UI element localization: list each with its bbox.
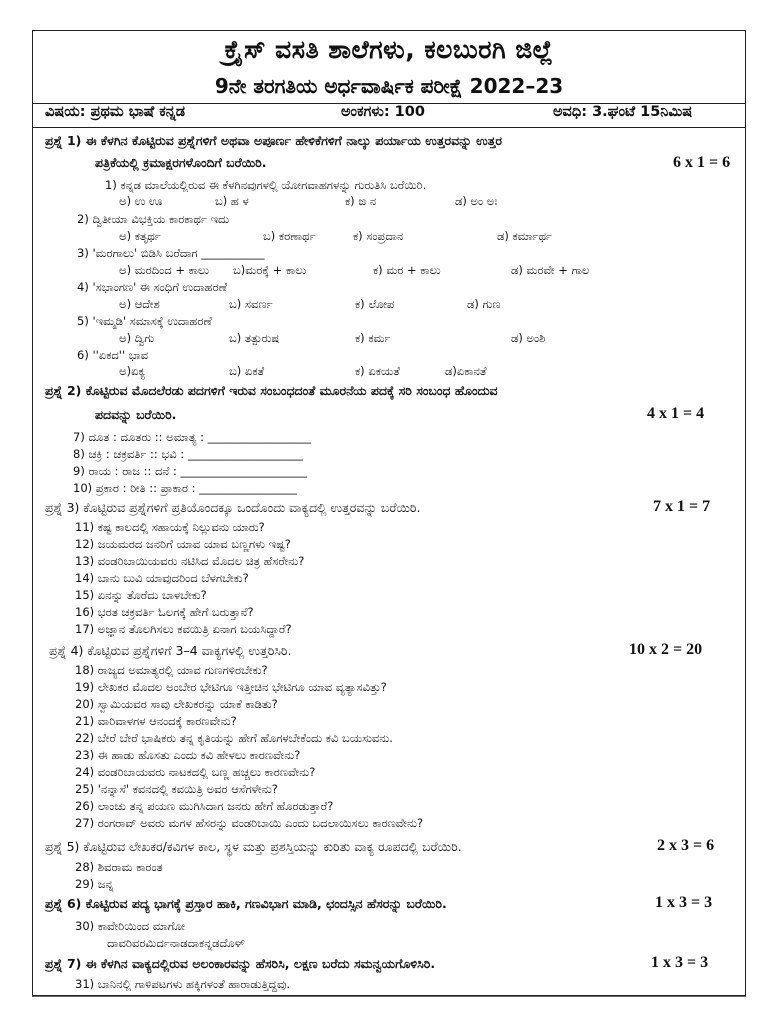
mcq-option: ಬ)ಮರಕ್ಕೆ + ಕಾಲು [233, 263, 307, 277]
short-answer-item: 14) ಬಾನು ಬುವಿ ಯಾವುದರಿಂದ ಬೆಳಗಬೇಕು? [75, 571, 249, 585]
author-item: 29) ಜನ್ನ [75, 877, 114, 891]
short-answer-item: 12) ಜಯಮರದ ಜನರಿಗೆ ಯಾವ ಯಾವ ಬಣ್ಣಗಳು ಇಷ್ಟ? [75, 537, 291, 551]
mcq-option: ಡ) ಮರವೇ + ಗಾಲ [511, 263, 590, 277]
mcq-option: ಡ) ಅಂಶಿ [511, 331, 546, 345]
mcq-option: ಬ) ಏಕತೆ [229, 364, 265, 378]
long-answer-item: 27) ರಂಗರಾವ್ ಅವರು ಮಗಳ ಹೆಸರನ್ನು ವಂಡರಿಬಾಯಿ ಎಂದು ಬದಲಾಯಿಸಲು ಕಾರಣವೇನು? [75, 816, 424, 830]
mcq-option: ಬ) ಹ ಳ [215, 194, 249, 208]
mcq-option: ಅ)ಏಕ್ಯ [119, 364, 146, 378]
poem-line: ದಾವರಿವರಮಿರ್ದನಾಡದಾಕನ್ನಡದೊಳ್ [107, 936, 245, 950]
exam-sheet [32, 30, 746, 996]
mcq-question: 6) ''ಏಕದ'' ಭಾವ [77, 348, 149, 362]
duration-label: ಅವಧಿ: 3.ಘಂಟೆ 15ನಿಮಿಷ [553, 104, 693, 120]
question-2-heading-cont: ಪದವನ್ನು ಬರೆಯಿರಿ. [95, 407, 177, 422]
question-4-marks: 10 x 2 = 20 [629, 641, 703, 658]
question-6-heading: ಪ್ರಶ್ನೆ 6) ಕೊಟ್ಟಿರುವ ಪದ್ಯ ಭಾಗಕ್ಕೆ ಪ್ರಸ್ತಾರ ಹಾಕಿ, ಗಣವಿಭಾಗ ಮಾಡಿ, ಛಂದಸ್ಸಿನ ಹೆಸರನ್ನು ಬರೆಯಿರಿ. [45, 896, 447, 911]
mcq-question: 5) 'ಇಮ್ಮಡಿ' ಸಮಾಸಕ್ಕೆ ಉದಾಹರಣೆ [77, 314, 212, 328]
question-2-marks: 4 x 1 = 4 [647, 405, 705, 422]
long-answer-item: 26) ಲಾಂಚು ತನ್ನ ಪಯಣ ಮುಗಿಸಿದಾಗ ಜನರು ಹೇಗೆ ಹೊರಡುತ್ತಾರೆ? [75, 799, 334, 813]
question-3-heading: ಪ್ರಶ್ನೆ 3) ಕೊಟ್ಟಿರುವ ಪ್ರಶ್ನೆಗಳಿಗೆ ಪ್ರತಿಯೊಂದಕ್ಕೂ ಒಂದೊಂದು ವಾಕ್ಯದಲ್ಲಿ ಉತ್ತರವನ್ನು ಬರೆಯಿರಿ. [45, 500, 421, 515]
long-answer-item: 19) ಲೇಖಕರ ಮೊದಲ ಅಂಬೇರ ಭೇಟಿಗೂ ಇತ್ತೀಚಿನ ಭೇಟಿಗೂ ಯಾವ ವ್ಯತ್ಯಾಸವಿತ್ತು? [75, 680, 387, 694]
analogy-item: 7) ದೂತ : ದೂತರು :: ಅಮಾತ್ಯ : __________________ [73, 430, 312, 444]
school-title: ಕ್ರೈಸ್ ವಸತಿ ಶಾಲೆಗಳು, ಕಲಬುರಗಿ ಜಿಲ್ಲೆ [224, 35, 554, 64]
mcq-question: 1) ಕನ್ನಡ ಮಾಲೆಯಲ್ಲಿರುವ ಈ ಕೆಳಗಿನವುಗಳಲ್ಲಿ ಯೋಗವಾಹಗಳನ್ನು ಗುರುತಿಸಿ ಬರೆಯಿರಿ. [105, 178, 427, 192]
short-answer-item: 16) ಭರತ ಚಕ್ರವರ್ತಿ ಓಲಗಕ್ಕೆ ಹೇಗೆ ಬರುತ್ತಾನೆ? [75, 605, 254, 619]
mcq-option: ಡ) ಕರ್ಮಾರ್ಥ [497, 229, 552, 243]
question-5-heading: ಪ್ರಶ್ನೆ 5) ಕೊಟ್ಟಿರುವ ಲೇಖಕರ/ಕವಿಗಳ ಕಾಲ, ಸ್ಥಳ ಮತ್ತು ಪ್ರಶಸ್ತಿಯನ್ನು ಕುರಿತು ವಾಕ್ಯ ರೂಪದಲ್ಲಿ ಬರೆಯಿರಿ. [45, 839, 462, 854]
mcq-option: ಡ) ಗುಣ [467, 297, 501, 311]
question-7-heading: ಪ್ರಶ್ನೆ 7) ಈ ಕೆಳಗಿನ ವಾಕ್ಯದಲ್ಲಿರುವ ಅಲಂಕಾರವನ್ನು ಹೆಸರಿಸಿ, ಲಕ್ಷಣ ಬರೆದು ಸಮನ್ವಯಗೊಳಿಸಿರಿ. [45, 956, 436, 971]
question-1-heading-cont: ಪತ್ರಿಕೆಯಲ್ಲಿ ಕ್ರಮಾಕ್ಷರಗಳೊಂದಿಗೆ ಬರೆಯಿರಿ. [95, 155, 267, 170]
short-answer-item: 15) ಏನನ್ನು ತೊರೆದು ಬಾಳಬೇಕು? [75, 588, 207, 602]
exam-title: 9ನೇ ತರಗತಿಯ ಅರ್ಧವಾರ್ಷಿಕ ಪರೀಕ್ಷೆ 2022–23 [214, 74, 564, 98]
question-7-marks: 1 x 3 = 3 [651, 954, 709, 971]
exam-meta-row [33, 104, 745, 126]
mcq-option: ಕ) ಕರ್ಮ [355, 331, 391, 345]
question-3-marks: 7 x 1 = 7 [653, 498, 711, 515]
short-answer-item: 11) ಕಷ್ಟ ಕಾಲದಲ್ಲಿ ಸಹಾಯಕ್ಕೆ ನಿಲ್ಲುವನು ಯಾರು? [75, 520, 265, 534]
mcq-option: ಕ) ಮರ + ಕಾಲು [373, 263, 441, 277]
mcq-option: ಡ)ಏಕಾನತೆ [445, 364, 487, 378]
mcq-option: ಬ) ತತ್ಪುರುಷ [229, 331, 280, 345]
long-answer-item: 22) ಬೇರೆ ಬೇರೆ ಭಾಷಿಕರು ತನ್ನ ಕೃತಿಯನ್ನು ಹೇಗೆ ಹೊಗಳಬೇಕೆಂದು ಕವಿ ಬಯಸುವನು. [75, 731, 393, 745]
divider [33, 127, 745, 128]
mcq-question: 4) 'ಸಭಾಂಗಣ' ಈ ಸಂಧಿಗೆ ಉದಾಹರಣೆ [77, 280, 228, 294]
analogy-item: 9) ರಾಯ : ರಾಜ :: ದನೆ : ______________________ [73, 464, 308, 478]
analogy-item: 10) ಪ್ರಕಾರ : ರೀತಿ :: ಪ್ರಾಕಾರ : _________________ [73, 481, 297, 495]
total-marks-label: ಅಂಕಗಳು: 100 [341, 104, 425, 120]
question-1-heading: ಪ್ರಶ್ನೆ 1) ಈ ಕೆಳಗಿನ ಕೊಟ್ಟಿರುವ ಪ್ರಶ್ನೆಗಳಿಗೆ ಅಥವಾ ಅಪೂರ್ಣ ಹೇಳಿಕೆಗಳಿಗೆ ನಾಲ್ಕು ಪರ್ಯಾಯ ಉತ್ತರವನ್ನು ಉತ್ತರ [45, 133, 503, 148]
long-answer-item: 25) 'ನನ್ನಾಸೆ' ಕವನದಲ್ಲಿ ಕವಯಿತ್ರಿ ಅವರ ಆಸೆಗಳೇನು? [75, 782, 278, 796]
mcq-option: ಡ) ಅಂ ಅಃ [455, 194, 498, 208]
long-answer-item: 21) ವಾರಿವಾಳಗಳ ಆನಂದಕ್ಕೆ ಕಾರಣವೇನು? [75, 714, 237, 728]
page-bottom-rule [32, 996, 746, 997]
poem-line: 30) ಕಾವೇರಿಯಿಂದ ಮಾಗೋ [75, 919, 186, 933]
mcq-option: ಕ) ಲೋಪ [355, 297, 395, 311]
mcq-option: ಅ) ಕತೃರ್ಥ [119, 229, 161, 243]
short-answer-item: 13) ವಂಡರಿಬಾಯಿಯವರು ನಟಿಸಿದ ಮೊದಲ ಚಿತ್ರ ಹೆಸರೇನು? [75, 554, 305, 568]
question-4-heading: ಪ್ರಶ್ನೆ 4) ಕೊಟ್ಟಿರುವ ಪ್ರಶ್ನೆಗಳಿಗೆ 3–4 ವಾಕ್ಯಗಳಲ್ಲಿ ಉತ್ತರಿಸಿರಿ. [49, 643, 292, 658]
subject-label: ವಿಷಯ: ಪ್ರಥಮ ಭಾಷೆ ಕನ್ನಡ [45, 104, 186, 120]
mcq-option: ಅ) ಉ ಊ [119, 194, 163, 208]
mcq-option: ಬ) ಸವರ್ಣ [229, 297, 273, 311]
mcq-option: ಬ) ಕರಣಾರ್ಥ [263, 229, 316, 243]
figure-of-speech-item: 31) ಬಾನಿನಲ್ಲಿ ಗಾಳಿಪಟಗಳು ಹಕ್ಕಿಗಳಂತೆ ಹಾರಾಡುತ್ತಿದ್ದವು. [75, 977, 290, 991]
mcq-question: 2) ದ್ವಿತೀಯಾ ವಿಭಕ್ತಿಯ ಕಾರಕಾರ್ಥ ಇದು [77, 212, 230, 226]
mcq-option: ಅ) ದ್ವಿಗು [119, 331, 155, 345]
mcq-option: ಕ) ಸಂಪ್ರದಾನ [353, 229, 404, 243]
mcq-option: ಅ) ಆದೇಶ [119, 297, 160, 311]
long-answer-item: 20) ಸ್ವಾಮಿಯವರ ಸಾವು ಲೇಖಕರನ್ನು ಯಾಕೆ ಕಾಡಿತು? [75, 697, 278, 711]
long-answer-item: 24) ವಂಡರಿಬಾಯವರು ನಾಟಕದಲ್ಲಿ ಬಣ್ಣ ಹಚ್ಚಲು ಕಾರಣವೇನು? [75, 765, 316, 779]
mcq-question: 3) 'ಮರಗಾಲು' ಬಿಡಿಸಿ ಬರೆದಾಗ ___________ [77, 246, 265, 260]
mcq-option: ಕ) ಏಕಯತೆ [355, 364, 400, 378]
long-answer-item: 18) ರಾಜ್ಯದ ಅಮಾತ್ಯರಲ್ಲಿ ಯಾವ ಗುಣಗಳಿರಬೇಕು? [75, 663, 268, 677]
short-answer-item: 17) ಅಜ್ಞಾನ ತೊಲಗಿಸಲು ಕವಯಿತ್ರಿ ಏನಾಗ ಬಯಸಿದ್ದಾರೆ? [75, 622, 292, 636]
long-answer-item: 23) ಈ ಹಾಡು ಹೊಸತು ಎಂದು ಕವಿ ಹೇಳಲು ಕಾರಣವೇನು? [75, 748, 301, 762]
question-5-marks: 2 x 3 = 6 [657, 837, 715, 854]
mcq-option: ಅ) ಮರದಿಂದ + ಕಾಲು [119, 263, 209, 277]
question-1-marks: 6 x 1 = 6 [673, 154, 731, 171]
mcq-option: ಕ) ಙ ನ [345, 194, 377, 208]
author-item: 28) ಶಿವರಾಮ ಕಾರಂತ [75, 860, 163, 874]
analogy-item: 8) ಚಕ್ರಿ : ಚಕ್ರವರ್ತಿ :: ಭವಿ : ____________________ [73, 447, 303, 461]
question-2-heading: ಪ್ರಶ್ನೆ 2) ಕೊಟ್ಟಿರುವ ಮೊದಲೆರಡು ಪದಗಳಿಗೆ ಇರುವ ಸಂಬಂಧದಂತೆ ಮೂರನೆಯ ಪದಕ್ಕೆ ಸರಿ ಸಂಬಂಧ ಹೊಂದುವ [45, 383, 498, 398]
question-6-marks: 1 x 3 = 3 [655, 894, 713, 911]
